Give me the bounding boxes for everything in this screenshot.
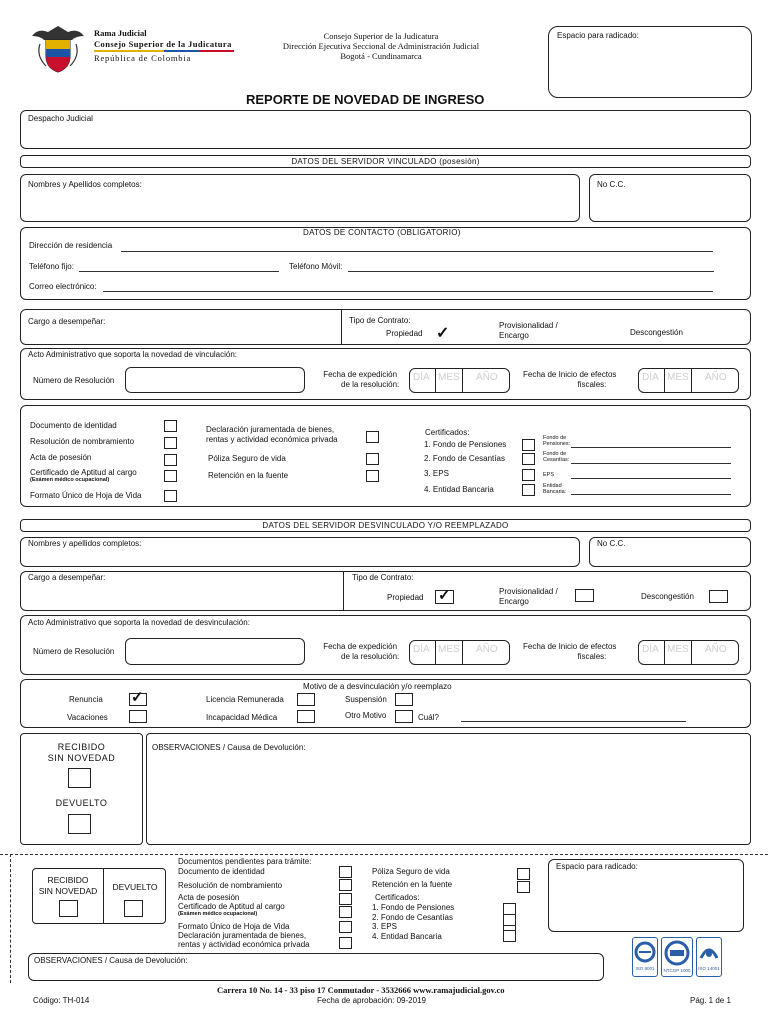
doc-declaracion-label: Declaración juramentada de bienes, rentas y actividad económica privada xyxy=(206,425,338,444)
vinculado-cc-label: No C.C. xyxy=(597,180,626,189)
devuelto-label: DEVUELTO xyxy=(55,798,108,808)
doc-identidad-checkbox[interactable] xyxy=(164,420,177,432)
dia-placeholder: DÍA xyxy=(642,372,659,383)
vinculado-nombres-field[interactable] xyxy=(20,174,580,222)
cual-label: Cuál? xyxy=(418,713,439,722)
licencia-label: Licencia Remunerada xyxy=(206,695,284,704)
suspension-label: Suspensión xyxy=(345,695,387,704)
doc-entidad-label: 4. Entidad Bancaria xyxy=(424,485,494,494)
otro-motivo-checkbox[interactable] xyxy=(395,710,413,723)
stub-devuelto-label: DEVUELTO xyxy=(112,882,158,892)
renuncia-check-icon: ✓ xyxy=(131,689,144,706)
stub-recibido-box xyxy=(32,868,166,924)
correo-label: Correo electrónico: xyxy=(29,282,97,291)
incapacidad-checkbox[interactable] xyxy=(297,710,315,723)
recibido-label: RECIBIDO SIN NOVEDAD xyxy=(47,742,116,763)
vinculado-cc-field[interactable] xyxy=(589,174,751,222)
stub-doc-identidad-label: Documento de identidad xyxy=(178,867,265,876)
vinculado-documentos-box xyxy=(20,405,751,507)
desvinculado-contrato-divider xyxy=(343,572,344,610)
doc-fondo-pensiones-label: 1. Fondo de Pensiones xyxy=(424,440,507,449)
doc-eps-small: EPS xyxy=(543,472,555,478)
stub-radicado-box[interactable] xyxy=(548,859,744,932)
entidad-input[interactable] xyxy=(571,494,731,495)
stub-resolucion-checkbox[interactable] xyxy=(339,879,352,891)
telefono-movil-label: Teléfono Móvil: xyxy=(289,262,343,271)
ano-placeholder: AÑO xyxy=(476,372,498,383)
contacto-title: DATOS DE CONTACTO (OBLIGATORIO) xyxy=(303,228,461,237)
vinculado-propiedad-check-icon[interactable]: ✓ xyxy=(436,325,450,342)
stub-retencion-checkbox[interactable] xyxy=(517,881,530,893)
contacto-box xyxy=(20,227,751,300)
header-center-line-3: Bogotá - Cundinamarca xyxy=(340,51,422,61)
stub-radicado-label: Espacio para radicado: xyxy=(556,862,638,871)
footer-codigo: Código: TH-014 xyxy=(33,996,90,1005)
telefono-fijo-label: Teléfono fijo: xyxy=(29,262,74,271)
doc-identidad-label: Documento de identidad xyxy=(30,421,117,430)
doc-fondo-cesantias-checkbox[interactable] xyxy=(522,453,535,465)
propiedad-check-icon: ✓ xyxy=(438,587,451,604)
stub-doc-identidad-checkbox[interactable] xyxy=(339,866,352,878)
mes-placeholder: MES xyxy=(438,644,460,655)
desvinculado-nombres-field[interactable] xyxy=(20,537,580,567)
telefono-fijo-input[interactable] xyxy=(79,271,279,272)
entity-line-2: Consejo Superior de la Judicatura xyxy=(94,39,232,49)
direccion-label: Dirección de residencia xyxy=(29,241,113,250)
fondo-cesantias-input[interactable] xyxy=(571,463,731,464)
vinculado-acto-box xyxy=(20,348,751,400)
vinculado-provisionalidad-label: Provisionalidad / Encargo xyxy=(499,321,558,340)
vinculado-contrato-divider xyxy=(341,310,342,344)
ano-placeholder: AÑO xyxy=(476,644,498,655)
stub-observaciones-field[interactable] xyxy=(28,953,604,981)
doc-eps-label: 3. EPS xyxy=(424,469,449,478)
vinculado-nombres-label: Nombres y Apellidos completos: xyxy=(28,180,142,189)
mes-placeholder: MES xyxy=(667,372,689,383)
stub-certificado-label: Certificado de Aptitud al cargo (Exámen médico ocupacional) xyxy=(178,902,285,917)
desvinculado-cargo-label: Cargo a desempeñar: xyxy=(28,573,106,582)
stub-pendientes-label: Documentos pendientes para trámite: xyxy=(178,857,312,866)
stub-retencion-label: Retención en la fuente xyxy=(372,880,453,889)
vinculado-propiedad-label: Propiedad xyxy=(386,329,423,338)
desvinculado-acto-label: Acto Administrativo que soporta la novedad de desvinculación: xyxy=(28,618,250,627)
vinculado-fecha-inicio-label: Fecha de Inicio de efectos fiscales: xyxy=(523,370,617,389)
doc-fondo-pensiones-small: Fondo de Pensiones: xyxy=(543,435,571,447)
dia-placeholder: DÍA xyxy=(413,644,430,655)
doc-fondo-cesantias-small: Fondo de Cesantías: xyxy=(543,451,570,463)
stub-observaciones-label: OBSERVACIONES / Causa de Devolución: xyxy=(34,956,188,965)
desvinculado-propiedad-label: Propiedad xyxy=(387,593,424,602)
despacho-label: Despacho Judicial xyxy=(28,114,93,123)
desvinculado-acto-box xyxy=(20,615,751,675)
desvinculado-cc-label: No C.C. xyxy=(597,539,626,548)
telefono-movil-input[interactable] xyxy=(348,271,714,272)
doc-fondo-pensiones-checkbox[interactable] xyxy=(522,439,535,451)
header-flag-stripe xyxy=(94,50,234,52)
iso14001-caption: ISO 14001 xyxy=(698,966,720,971)
desvinculado-descongestion-checkbox[interactable] xyxy=(709,590,728,603)
direccion-input[interactable] xyxy=(121,251,713,252)
doc-poliza-label: Póliza Seguro de vida xyxy=(208,454,286,463)
desvinculado-fecha-exp-input[interactable] xyxy=(409,640,510,665)
stub-certificados-label: Certificados: xyxy=(375,893,420,902)
doc-entidad-small: Entidad Bancaria: xyxy=(543,483,567,495)
vinculado-cargo-label: Cargo a desempeñar: xyxy=(28,317,106,326)
footer-fecha-aprobacion: Fecha de aprobación: 09-2019 xyxy=(317,996,426,1005)
vinculado-numero-resolucion-label: Número de Resolución xyxy=(33,376,115,385)
mes-placeholder: MES xyxy=(438,372,460,383)
suspension-checkbox[interactable] xyxy=(395,693,413,706)
vacaciones-label: Vacaciones xyxy=(67,713,108,722)
doc-eps-checkbox[interactable] xyxy=(522,469,535,481)
vinculado-fecha-exp-input[interactable] xyxy=(409,368,510,393)
vinculado-cargo-box[interactable] xyxy=(20,309,751,345)
footer-address: Carrera 10 No. 14 - 33 piso 17 Conmutador - 3532666 www.ramajudicial.gov.co xyxy=(217,985,505,995)
cut-line-left xyxy=(10,854,11,983)
stub-entidad-checkbox[interactable] xyxy=(503,930,516,942)
stub-divider xyxy=(103,869,104,923)
stub-recibido-checkbox[interactable] xyxy=(59,900,78,917)
motivo-title: Motivo de a desvinculación y/o reemplazo xyxy=(303,682,452,691)
doc-resolucion-checkbox[interactable] xyxy=(164,437,177,449)
desvinculado-descongestion-label: Descongestión xyxy=(641,592,694,601)
desvinculado-provisionalidad-checkbox[interactable] xyxy=(575,589,594,602)
desvinculado-numero-resolucion-label: Número de Resolución xyxy=(33,647,115,656)
certification-logo-ntcgp xyxy=(661,937,693,977)
radicado-label: Espacio para radicado: xyxy=(557,31,639,40)
iso9001-caption: ISO 9001 xyxy=(635,966,655,971)
observaciones-field[interactable] xyxy=(146,733,751,845)
devuelto-checkbox[interactable] xyxy=(68,814,91,834)
doc-entidad-checkbox[interactable] xyxy=(522,484,535,496)
stub-certificados-list: 1. Fondo de Pensiones 2. Fondo de Cesantías 3. EPS 4. Entidad Bancaria xyxy=(372,903,455,941)
stub-declaracion-checkbox[interactable] xyxy=(339,937,352,949)
certification-logo-iso9001 xyxy=(632,937,658,977)
form-title: REPORTE DE NOVEDAD DE INGRESO xyxy=(246,92,485,107)
desvinculado-section-title: DATOS DEL SERVIDOR DESVINCULADO Y/O REEMPLAZADO xyxy=(20,519,751,532)
dia-placeholder: DÍA xyxy=(642,644,659,655)
ntcgp-caption: NTCGP 1000 xyxy=(663,968,691,973)
motivo-box xyxy=(20,679,751,728)
stub-resolucion-label: Resolución de nombramiento xyxy=(178,881,283,890)
doc-declaracion-checkbox[interactable] xyxy=(366,431,379,443)
stub-recibido-label: RECIBIDO SIN NOVEDAD xyxy=(38,875,98,896)
doc-retencion-label: Retención en la fuente xyxy=(208,471,289,480)
stub-formato-checkbox[interactable] xyxy=(339,921,352,933)
renuncia-label: Renuncia xyxy=(69,695,103,704)
desvinculado-cargo-box[interactable] xyxy=(20,571,751,611)
vinculado-descongestion-label: Descongestión xyxy=(630,328,683,337)
desvinculado-fecha-exp-label: Fecha de expedición de la resolución: xyxy=(323,642,400,661)
stub-devuelto-checkbox[interactable] xyxy=(124,900,143,917)
licencia-checkbox[interactable] xyxy=(297,693,315,706)
cual-input[interactable] xyxy=(461,721,686,722)
doc-resolucion-label: Resolución de nombramiento xyxy=(30,437,135,446)
stub-acta-label: Acta de posesión xyxy=(178,893,240,902)
dia-placeholder: DÍA xyxy=(413,372,430,383)
doc-formato-label: Formato Único de Hoja de Vida xyxy=(30,491,142,500)
cut-line-top xyxy=(0,854,768,855)
vacaciones-checkbox[interactable] xyxy=(129,710,147,723)
header-center-line-2: Dirección Ejecutiva Seccional de Administración Judicial xyxy=(282,41,480,51)
doc-certificado-label: Certificado de Aptitud al cargo (Exámen médico ocupacional) xyxy=(30,468,137,483)
ano-placeholder: AÑO xyxy=(705,372,727,383)
desvinculado-cc-field[interactable] xyxy=(589,537,751,567)
renuncia-checkbox[interactable] xyxy=(129,689,147,706)
doc-poliza-checkbox[interactable] xyxy=(366,453,379,465)
entity-line-3: República de Colombia xyxy=(94,53,192,63)
vinculado-fecha-inicio-input[interactable] xyxy=(638,368,739,393)
desvinculado-fecha-inicio-input[interactable] xyxy=(638,640,739,665)
entity-line-1: Rama Judicial xyxy=(94,28,147,38)
recibido-sin-novedad-checkbox[interactable] xyxy=(68,768,91,788)
desvinculado-nombres-label: Nombres y apellidos completos: xyxy=(28,539,142,548)
stub-poliza-checkbox[interactable] xyxy=(517,868,530,880)
despacho-judicial-field[interactable] xyxy=(20,110,751,149)
vinculado-section-title: DATOS DEL SERVIDOR VINCULADO (posesión) xyxy=(20,155,751,168)
doc-retencion-checkbox[interactable] xyxy=(366,470,379,482)
vinculado-fecha-exp-label: Fecha de expedición de la resolución: xyxy=(323,370,400,389)
otro-motivo-label: Otro Motivo xyxy=(345,711,387,720)
desvinculado-numero-resolucion-input[interactable] xyxy=(125,638,305,665)
doc-acta-checkbox[interactable] xyxy=(164,454,177,466)
desvinculado-propiedad-checkbox[interactable] xyxy=(435,587,454,604)
stub-declaracion-label: Declaración juramentada de bienes, rentas y actividad económica privada xyxy=(178,931,310,949)
desvinculado-provisionalidad-label: Provisionalidad / Encargo xyxy=(499,587,558,606)
recibido-box xyxy=(20,733,143,845)
ano-placeholder: AÑO xyxy=(705,644,727,655)
incapacidad-label: Incapacidad Médica xyxy=(206,713,278,722)
doc-certificado-checkbox[interactable] xyxy=(164,470,177,482)
desvinculado-tipo-contrato-label: Tipo de Contrato: xyxy=(352,573,414,582)
footer-pagina: Pág. 1 de 1 xyxy=(690,996,731,1005)
eps-input[interactable] xyxy=(571,478,731,479)
vinculado-acto-label: Acto Administrativo que soporta la novedad de vinculación: xyxy=(28,350,238,359)
certification-logo-iso14001 xyxy=(696,937,722,977)
doc-certificados-label: Certificados: xyxy=(425,428,470,437)
header-center-line-1: Consejo Superior de la Judicatura xyxy=(323,31,439,41)
stub-formato-label: Formato Único de Hoja de Vida xyxy=(178,922,290,931)
doc-acta-label: Acta de posesión xyxy=(30,453,92,462)
stub-certificado-checkbox[interactable] xyxy=(339,906,352,918)
stub-acta-checkbox[interactable] xyxy=(339,893,352,905)
stub-poliza-label: Póliza Seguro de vida xyxy=(372,867,450,876)
coat-of-arms-logo xyxy=(28,22,88,74)
mes-placeholder: MES xyxy=(667,644,689,655)
desvinculado-fecha-inicio-label: Fecha de Inicio de efectos fiscales: xyxy=(523,642,617,661)
vinculado-numero-resolucion-input[interactable] xyxy=(125,367,305,393)
doc-fondo-cesantias-label: 2. Fondo de Cesantías xyxy=(424,454,505,463)
observaciones-label: OBSERVACIONES / Causa de Devolución: xyxy=(152,743,306,752)
correo-input[interactable] xyxy=(103,291,713,292)
fondo-pensiones-input[interactable] xyxy=(571,447,731,448)
doc-formato-checkbox[interactable] xyxy=(164,490,177,502)
vinculado-tipo-contrato-label: Tipo de Contrato: xyxy=(349,316,411,325)
radicado-box[interactable] xyxy=(548,26,752,98)
